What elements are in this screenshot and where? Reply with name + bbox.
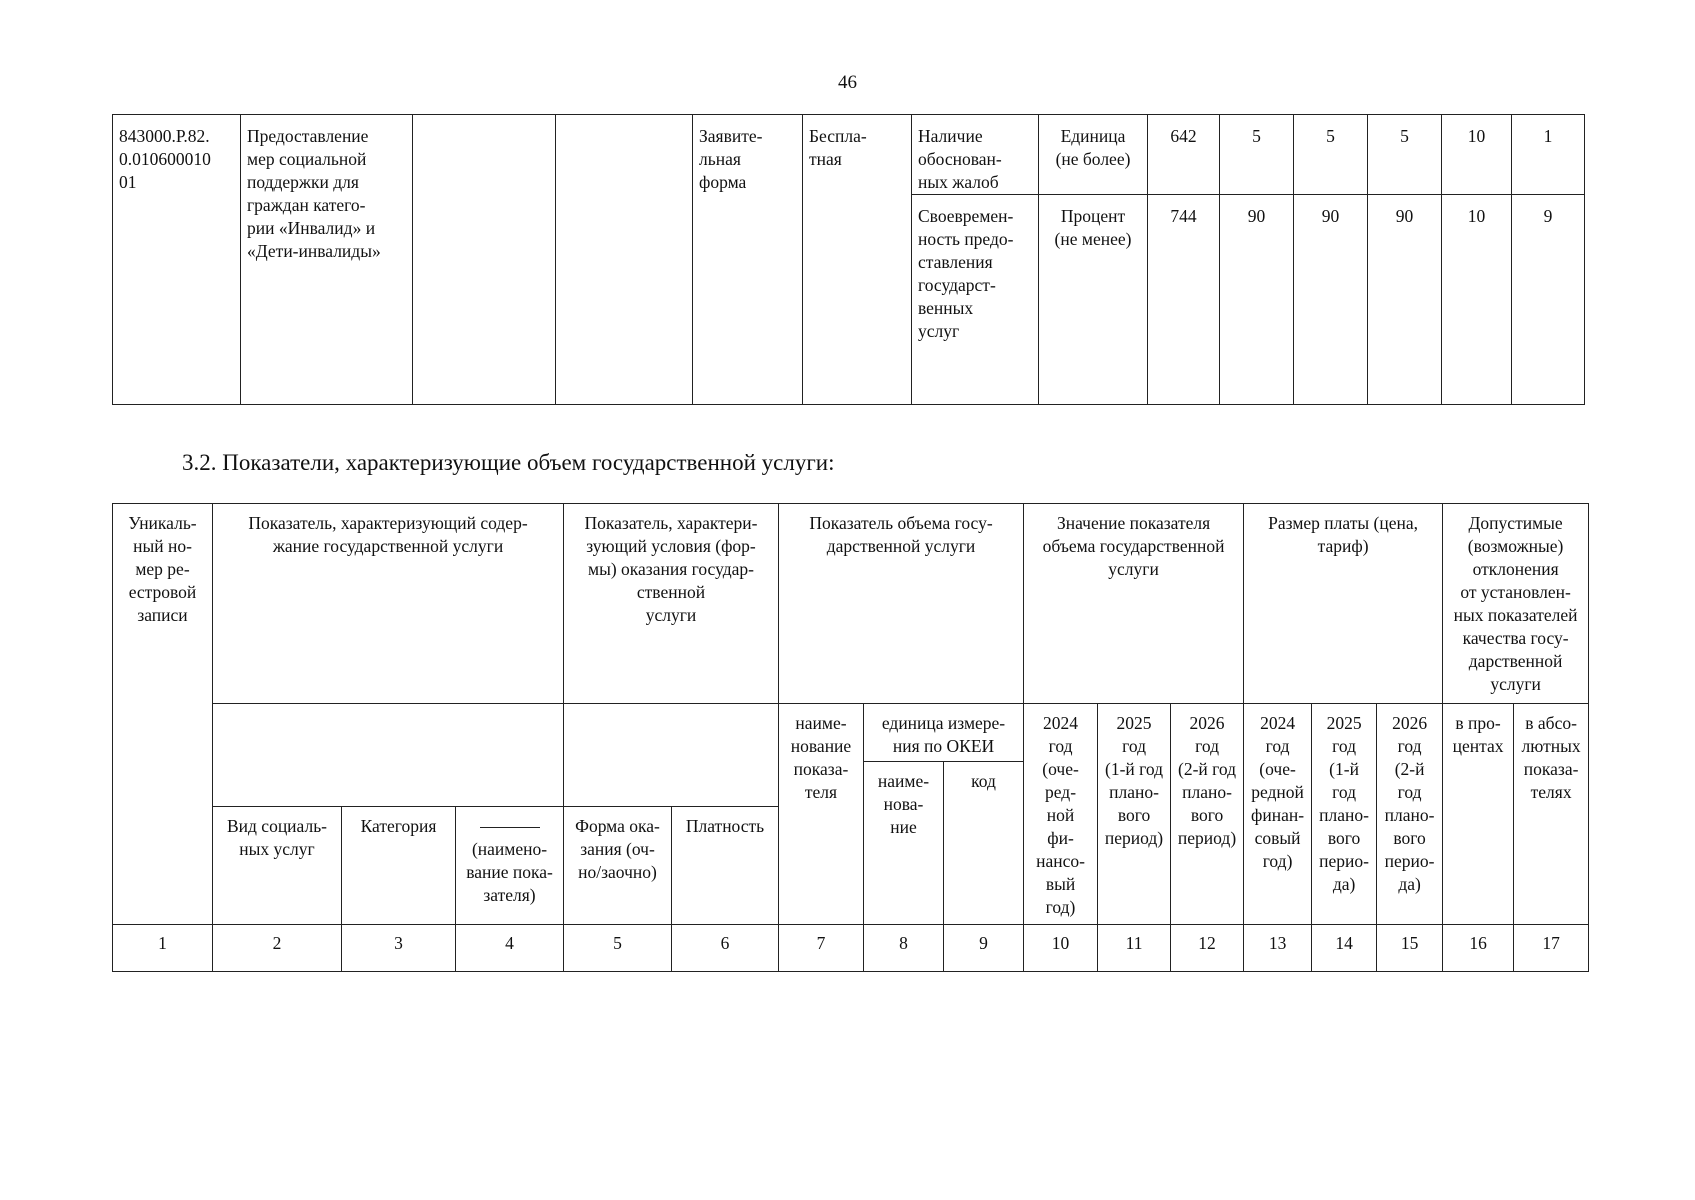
value-2025-cell: 5	[1294, 115, 1368, 195]
indicator-name-cell: Своевремен- ность предо- ставления государст- венных услуг	[912, 195, 1039, 405]
header-indicator-4-label: (наимено- вание пока- зателя)	[466, 839, 553, 905]
header-indicator-name: наиме- нование показа- теля	[779, 704, 864, 925]
header-service-form: Форма ока- зания (оч- но/заочно)	[564, 807, 672, 925]
registry-number-cell: 843000.Р.82. 0.010600010 01	[113, 115, 241, 405]
column-number: 2	[213, 925, 342, 972]
header-volume-indicator: Показатель объема госу- дарственной услуги	[779, 504, 1024, 704]
page-number: 46	[838, 72, 857, 93]
table-header-row	[113, 504, 1589, 704]
deviation-percent-cell: 10	[1442, 195, 1512, 405]
deviation-absolute-cell: 9	[1512, 195, 1585, 405]
unit-cell: Единица (не более)	[1039, 115, 1148, 195]
column-number: 8	[864, 925, 944, 972]
column-number: 3	[342, 925, 456, 972]
value-2025-cell: 90	[1294, 195, 1368, 405]
column-number: 17	[1514, 925, 1589, 972]
header-category: Категория	[342, 807, 456, 925]
table-row	[113, 115, 1585, 195]
value-2024-cell: 90	[1220, 195, 1294, 405]
header-value-2026: 2026 год (2-й год плано- вого период)	[1171, 704, 1244, 925]
unit-cell: Процент (не менее)	[1039, 195, 1148, 405]
section-title: 3.2. Показатели, характеризующие объем государственной услуги:	[182, 450, 835, 475]
column-number: 16	[1443, 925, 1514, 972]
header-unique-number: Уникаль- ный но- мер ре- естровой записи	[113, 504, 213, 925]
quality-indicators-table	[112, 114, 1585, 405]
header-conditions-indicator: Показатель, характери- зующий условия (фор- мы) оказания государ- ственной услуги	[564, 504, 779, 704]
value-2024-cell: 5	[1220, 115, 1294, 195]
column-number: 9	[944, 925, 1024, 972]
header-value-2024: 2024 год (оче- ред- ной фи- нансо- вый год)	[1024, 704, 1098, 925]
column-number-row	[113, 925, 1589, 972]
header-price-2026: 2026 год (2-й год плано- вого перио- да)	[1377, 704, 1443, 925]
column-number: 4	[456, 925, 564, 972]
okei-code-cell: 642	[1148, 115, 1220, 195]
okei-code-cell: 744	[1148, 195, 1220, 405]
service-form-cell: Заявите- льная форма	[693, 115, 803, 405]
service-name-cell: Предоставление мер социальной поддержки для граждан катего- рии «Инвалид» и «Дети-инвалиды»	[241, 115, 413, 405]
header-indicator-4	[456, 807, 564, 925]
header-payment: Платность	[672, 807, 779, 925]
deviation-absolute-cell: 1	[1512, 115, 1585, 195]
empty-cell	[213, 704, 564, 807]
column-number: 12	[1171, 925, 1244, 972]
deviation-percent-cell: 10	[1442, 115, 1512, 195]
column-number: 14	[1312, 925, 1377, 972]
empty-cell	[413, 115, 556, 405]
column-number: 13	[1244, 925, 1312, 972]
header-deviation-percent: в про- центах	[1443, 704, 1514, 925]
column-number: 10	[1024, 925, 1098, 972]
header-price: Размер платы (цена, тариф)	[1244, 504, 1443, 704]
column-number: 7	[779, 925, 864, 972]
empty-cell	[564, 704, 779, 807]
column-number: 6	[672, 925, 779, 972]
header-service-kind: Вид социаль- ных услуг	[213, 807, 342, 925]
empty-cell	[556, 115, 693, 405]
header-okei-name: наиме- нова- ние	[864, 762, 944, 925]
indicator-name-cell: Наличие обоснован- ных жалоб	[912, 115, 1039, 195]
payment-cell: Бесплa- тная	[803, 115, 912, 405]
header-value-2025: 2025 год (1-й год плано- вого период)	[1098, 704, 1171, 925]
column-number: 1	[113, 925, 213, 972]
volume-indicators-table	[112, 503, 1589, 972]
header-content-indicator: Показатель, характеризующий содер- жание государственной услуги	[213, 504, 564, 704]
header-price-2025: 2025 год (1-й год плано- вого перио- да)	[1312, 704, 1377, 925]
header-okei-code: код	[944, 762, 1024, 925]
column-number: 5	[564, 925, 672, 972]
header-deviation-absolute: в абсо- лютных показа- телях	[1514, 704, 1589, 925]
value-2026-cell: 5	[1368, 115, 1442, 195]
header-deviation: Допустимые (возможные) отклонения от установлен- ных показателей качества госу- дарственной услуги	[1443, 504, 1589, 704]
header-okei-unit: единица измере- ния по ОКЕИ	[864, 704, 1024, 762]
header-indicator-value: Значение показателя объема государственной услуги	[1024, 504, 1244, 704]
blank-underline	[480, 827, 540, 832]
column-number: 11	[1098, 925, 1171, 972]
value-2026-cell: 90	[1368, 195, 1442, 405]
header-price-2024: 2024 год (оче- редной финан- совый год)	[1244, 704, 1312, 925]
table-header-row	[113, 704, 1589, 762]
column-number: 15	[1377, 925, 1443, 972]
